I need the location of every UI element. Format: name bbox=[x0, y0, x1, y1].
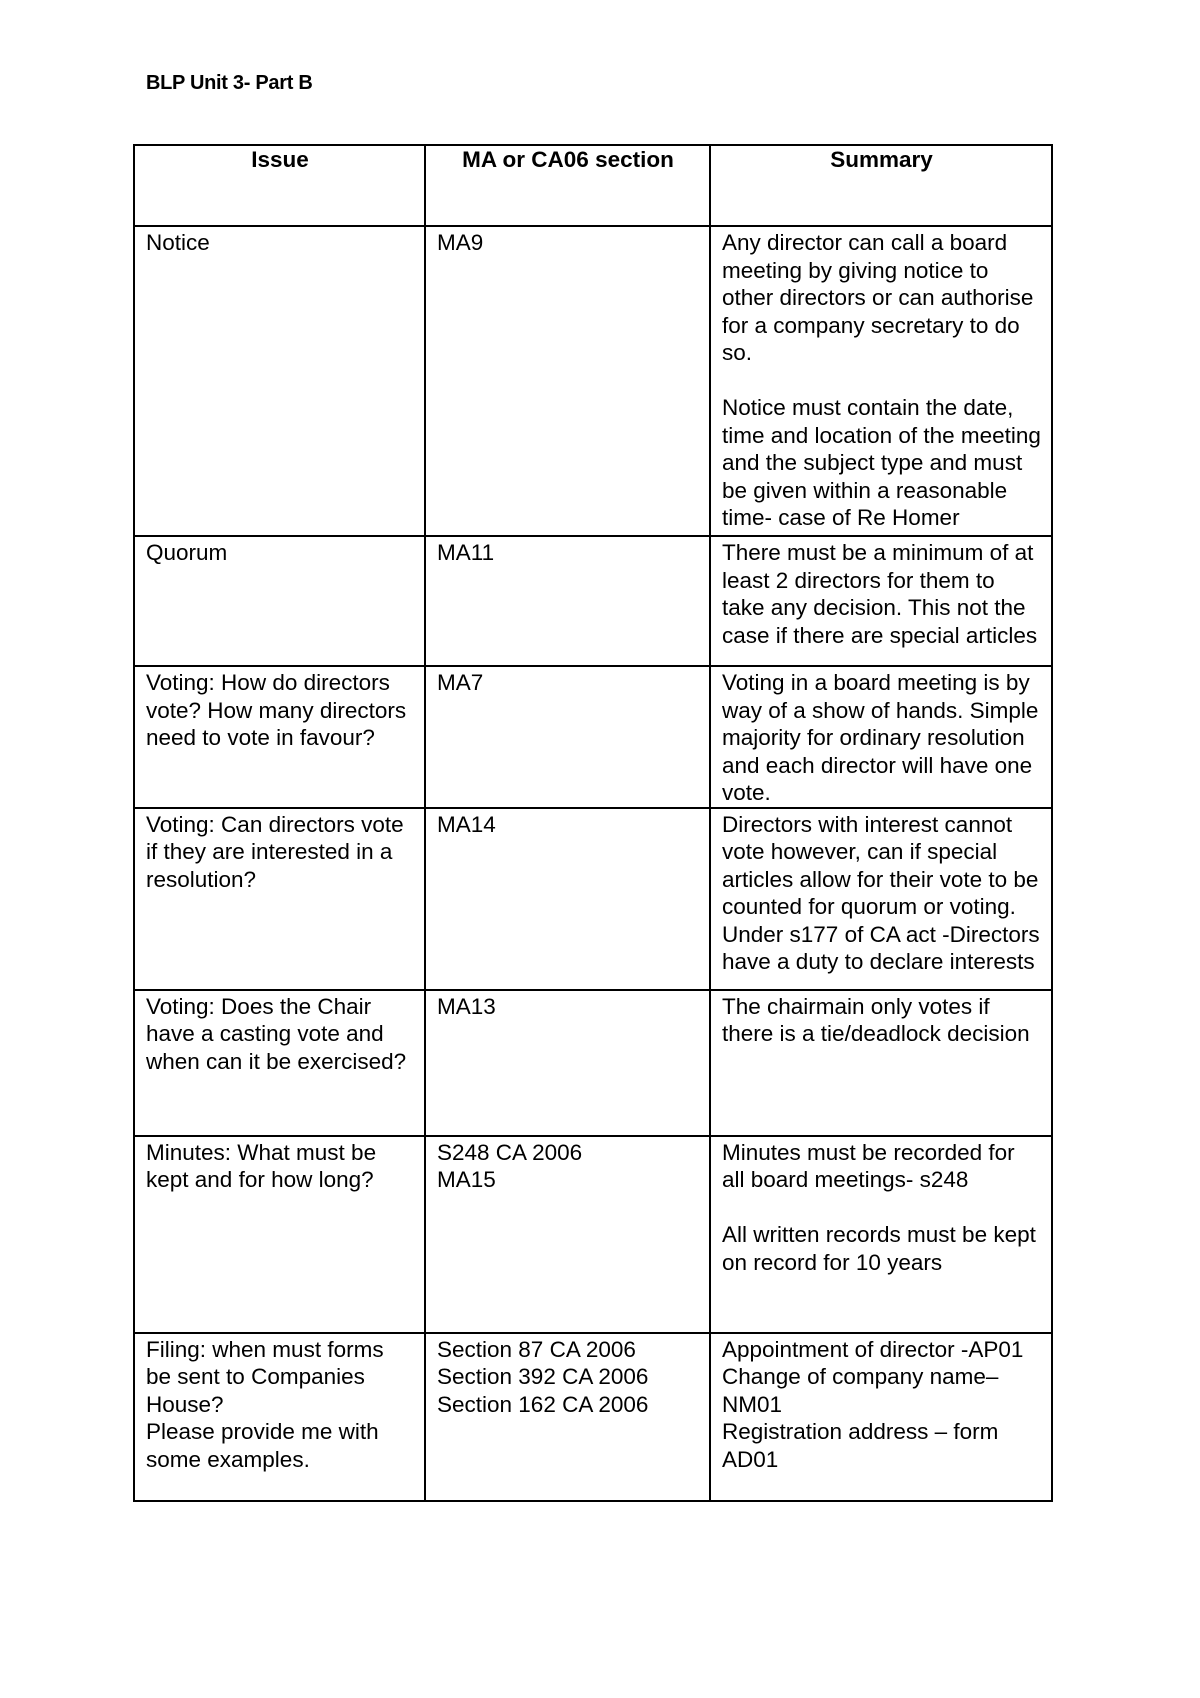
issue-text: Voting: Does the Chair have a casting vote and when can it be exercised? bbox=[146, 993, 407, 1074]
section-text: MA15 bbox=[437, 1167, 496, 1192]
table-row bbox=[134, 808, 1052, 990]
issue-cell bbox=[134, 1333, 425, 1501]
table-row bbox=[134, 226, 1052, 536]
issue-cell bbox=[134, 226, 425, 536]
issue-text: Voting: How do directors vote? How many directors need to vote in favour? bbox=[146, 670, 407, 750]
document-title: BLP Unit 3- Part B bbox=[146, 72, 313, 94]
header-issue: Issue bbox=[134, 145, 425, 226]
summary-cell bbox=[710, 990, 1052, 1136]
table-row bbox=[134, 536, 1052, 666]
issue-text: Notice bbox=[146, 230, 210, 255]
summary-paragraph: Minutes must be recorded for all board meetings- s248 bbox=[722, 1139, 1015, 1192]
section-cell bbox=[425, 1333, 710, 1501]
issue-cell bbox=[134, 808, 425, 990]
board-meeting-table bbox=[133, 144, 1053, 1502]
section-text: MA11 bbox=[437, 540, 495, 565]
section-text: Section 162 CA 2006 bbox=[437, 1391, 649, 1417]
issue-text: Quorum bbox=[146, 540, 228, 565]
summary-paragraph: Any director can call a board meeting by giving notice to other directors or can authorise for a company secretary to do so. bbox=[722, 230, 1034, 365]
summary-cell bbox=[710, 1136, 1052, 1333]
summary-cell bbox=[710, 808, 1052, 990]
summary-line: Registration address – form AD01 bbox=[722, 1419, 999, 1472]
table-row bbox=[134, 990, 1052, 1136]
section-cell bbox=[425, 990, 710, 1136]
issue-cell bbox=[134, 1136, 425, 1333]
issue-text: Voting: Can directors vote if they are interested in a resolution? bbox=[146, 811, 404, 892]
summary-cell bbox=[710, 226, 1052, 536]
section-text: MA13 bbox=[437, 993, 496, 1019]
section-cell bbox=[425, 1136, 710, 1333]
summary-paragraph: Voting in a board meeting is by way of a show of hands. Simple majority for ordinary resolution and each director will have one vote. bbox=[722, 670, 1039, 805]
issue-text: Filing: when must forms be sent to Companies House? bbox=[146, 1336, 384, 1417]
section-text: MA14 bbox=[437, 811, 496, 837]
section-cell bbox=[425, 666, 710, 808]
table-row bbox=[134, 1333, 1052, 1501]
section-cell bbox=[425, 226, 710, 536]
summary-paragraph: The chairmain only votes if there is a tie/deadlock decision bbox=[722, 993, 1030, 1046]
section-cell bbox=[425, 808, 710, 990]
section-cell bbox=[425, 536, 710, 666]
summary-line: Appointment of director -AP01 bbox=[722, 1336, 1024, 1362]
section-text: MA9 bbox=[437, 230, 484, 255]
summary-paragraph: There must be a minimum of at least 2 directors for them to take any decision. This not the case if there are special articles bbox=[722, 540, 1038, 648]
summary-paragraph: Directors with interest cannot vote however, can if special articles allow for their vote to be counted for quorum or voting. Under s177 of CA act -Directors have a duty to declare interests bbox=[722, 811, 1040, 974]
issue-cell bbox=[134, 666, 425, 808]
issue-text: Minutes: What must be kept and for how long? bbox=[146, 1139, 377, 1192]
summary-cell bbox=[710, 536, 1052, 666]
section-text: Section 87 CA 2006 bbox=[437, 1336, 636, 1362]
issue-cell bbox=[134, 990, 425, 1136]
header-summary: Summary bbox=[710, 145, 1052, 226]
section-text: MA7 bbox=[437, 670, 484, 695]
table-row bbox=[134, 666, 1052, 808]
table-row bbox=[134, 1136, 1052, 1333]
section-text: Section 392 CA 2006 bbox=[437, 1364, 649, 1389]
issue-text: Please provide me with some examples. bbox=[146, 1419, 379, 1472]
table-header-row bbox=[134, 145, 1052, 226]
summary-cell bbox=[710, 666, 1052, 808]
summary-line: Change of company name– NM01 bbox=[722, 1364, 999, 1417]
header-section: MA or CA06 section bbox=[425, 145, 710, 226]
summary-paragraph: Notice must contain the date, time and location of the meeting and the subject type and must be given within a reasonable time- case of Re Homer bbox=[722, 395, 1041, 530]
summary-paragraph: All written records must be kept on record for 10 years bbox=[722, 1222, 1036, 1275]
issue-cell bbox=[134, 536, 425, 666]
section-text: S248 CA 2006 bbox=[437, 1139, 583, 1165]
summary-cell bbox=[710, 1333, 1052, 1501]
